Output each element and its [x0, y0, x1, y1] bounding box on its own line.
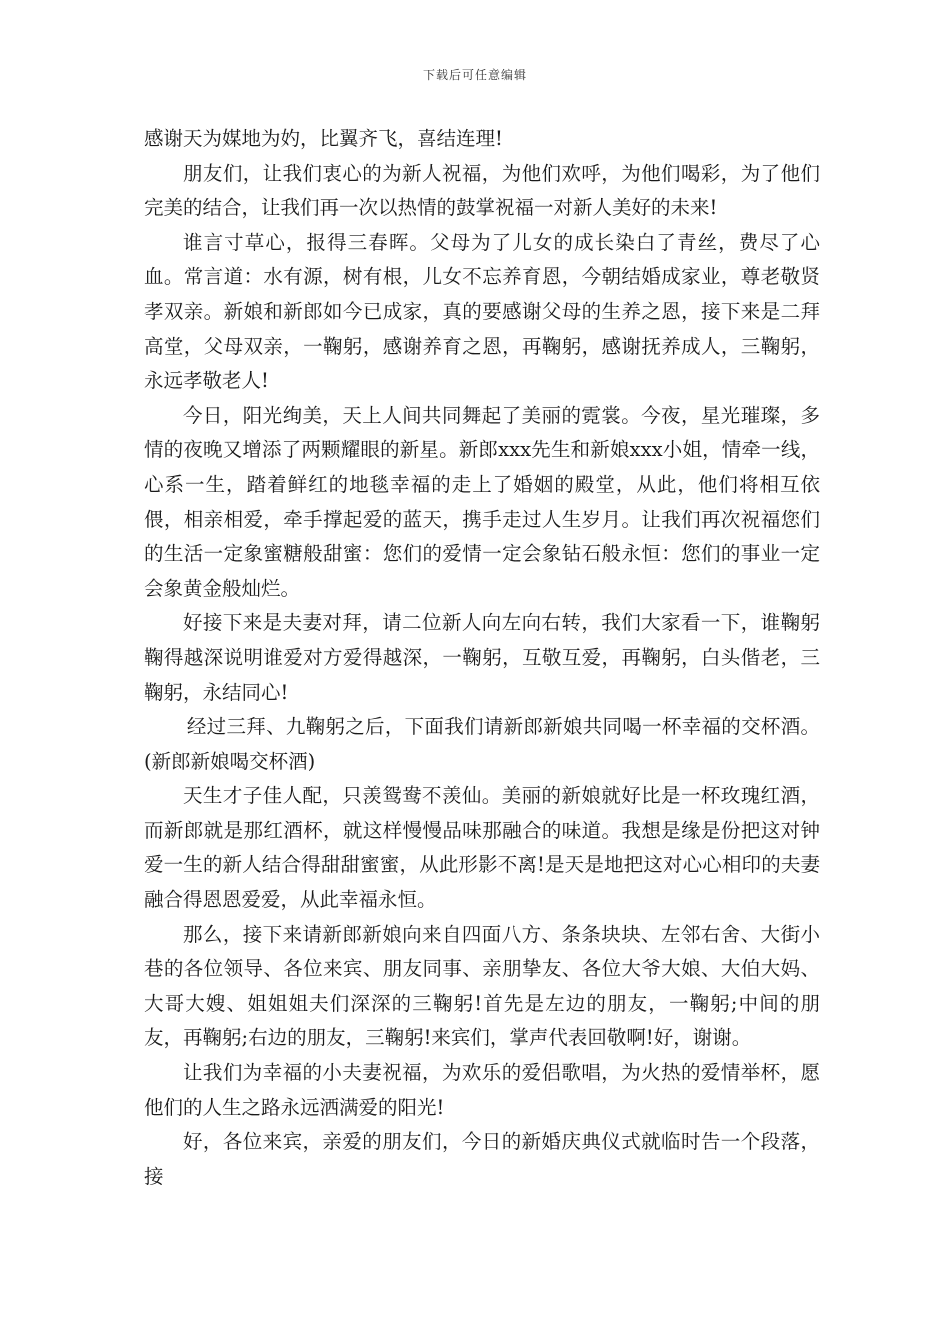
- paragraph: 今日，阳光绚美，天上人间共同舞起了美丽的霓裳。今夜，星光璀璨，多情的夜晚又增添了两颗耀眼的新星。新郎xxx先生和新娘xxx小姐，情牵一线，心系一生，踏着鲜红的地毯幸福的走上了婚姻的殿堂，从此，他们将相互依偎，相亲相爱，牵手撑起爱的蓝天，携手走过人生岁月。让我们再次祝福您们的生活一定象蜜糖般甜蜜：您们的爱情一定会象钻石般永恒：您们的事业一定会象黄金般灿烂。: [144, 403, 820, 600]
- document-body: [144, 122, 820, 1194]
- paragraph: 天生才子佳人配，只羡鸳鸯不羡仙。美丽的新娘就好比是一杯玫瑰红酒，而新郎就是那红酒杯，就这样慢慢品味那融合的味道。我想是缘是份把这对钟爱一生的新人结合得甜甜蜜蜜，从此形影不离!是天是地把这对心心相印的夫妻融合得恩恩爱爱，从此幸福永恒。: [144, 784, 820, 912]
- paragraph: 好，各位来宾，亲爱的朋友们，今日的新婚庆典仪式就临时告一个段落，接: [144, 1130, 820, 1188]
- paragraph: 朋友们，让我们衷心的为新人祝福，为他们欢呼，为他们喝彩，为了他们完美的结合，让我们再一次以热情的鼓掌祝福一对新人美好的未来!: [144, 161, 820, 220]
- page-header: 下载后可任意编辑: [422, 68, 527, 82]
- paragraph: 感谢天为媒地为妁，比翼齐飞，喜结连理!: [144, 127, 503, 150]
- paragraph: 让我们为幸福的小夫妻祝福，为欢乐的爱侣歌唱，为火热的爱情举杯，愿他们的人生之路永远洒满爱的阳光!: [144, 1061, 820, 1119]
- paragraph: 那么，接下来请新郎新娘向来自四面八方、条条块块、左邻右舍、大街小巷的各位领导、各位来宾、朋友同事、亲朋挚友、各位大爷大娘、大伯大妈、大哥大嫂、姐姐姐夫们深深的三鞠躬!首先是左边的朋友，一鞠躬;中间的朋友，再鞠躬;右边的朋友，三鞠躬!来宾们，掌声代表回敬啊!好，谢谢。: [144, 922, 820, 1050]
- paragraph: 谁言寸草心，报得三春晖。父母为了儿女的成长染白了青丝，费尽了心血。常言道：水有源，树有根，儿女不忘养育恩，今朝结婚成家业，尊老敬贤孝双亲。新娘和新郎如今已成家，真的要感谢父母的生养之恩，接下来是二拜高堂，父母双亲，一鞠躬，感谢养育之恩，再鞠躬，感谢抚养成人，三鞠躬，永远孝敬老人!: [144, 230, 820, 393]
- paragraph: 好接下来是夫妻对拜，请二位新人向左向右转，我们大家看一下，谁鞠躬鞠得越深说明谁爱对方爱得越深，一鞠躬，互敬互爱，再鞠躬，白头偕老，三鞠躬，永结同心!: [144, 611, 820, 704]
- paragraph: 经过三拜、九鞠躬之后，下面我们请新郎新娘共同喝一杯幸福的交杯酒。(新郎新娘喝交杯酒): [144, 715, 820, 773]
